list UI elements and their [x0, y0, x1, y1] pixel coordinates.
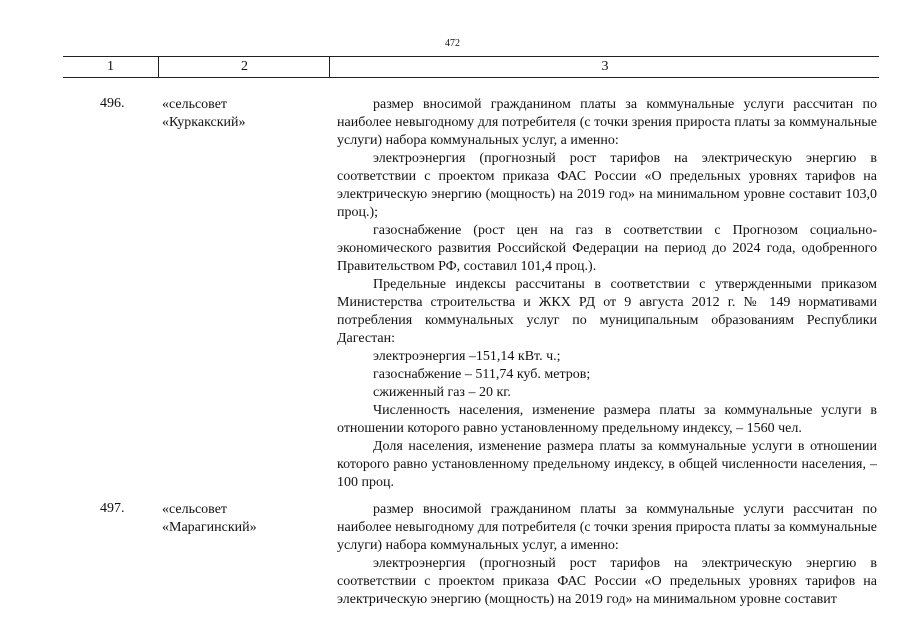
paragraph: Предельные индексы рассчитаны в соответствии с утвержденными приказом Министерства строительства и ЖКХ РД от 9 августа 2012 г. № 149 нормативами потребления коммунальных услуг по муниципальным образованиям Республики Дагестан: [337, 277, 877, 346]
entry-number: 497. [100, 501, 125, 516]
entry-name-line1: «сельсовет [162, 502, 228, 517]
paragraph: размер вносимой гражданином платы за коммунальные услуги рассчитан по наиболее невыгодному для потребителя (с точки зрения прироста платы за коммунальные услуги) набора коммунальных услуг, а именно: [337, 97, 877, 148]
paragraph: электроэнергия (прогнозный рост тарифов на электрическую энергию в соответствии с проектом приказа ФАС России «О предельных уровнях тарифов на электрическую энергию (мощность) на 2019 год» на минимальном уровне составит [337, 556, 877, 607]
paragraph: Доля населения, изменение размера платы за коммунальные услуги в отношении которого равно установленному предельному индексу, в общей численности населения, – 100 проц. [337, 439, 877, 490]
entry-name [162, 501, 257, 537]
table-header-row [63, 56, 879, 78]
header-col-2: 2 [158, 57, 330, 77]
paragraph: размер вносимой гражданином платы за коммунальные услуги рассчитан по наиболее невыгодному для потребителя (с точки зрения прироста платы за коммунальные услуги) набора коммунальных услуг, а именно: [337, 502, 877, 553]
entry-name [162, 96, 246, 132]
entry-name-line2: «Куркакский» [162, 115, 246, 130]
paragraph: газоснабжение – 511,74 куб. метров; [373, 367, 591, 382]
paragraph: Численность населения, изменение размера платы за коммунальные услуги в отношении которого равно установленному предельному индексу, – 1560 чел. [337, 403, 877, 436]
paragraph: электроэнергия –151,14 кВт. ч.; [373, 349, 561, 364]
header-col-1: 1 [107, 59, 114, 74]
entry-text [337, 501, 877, 609]
entry-number: 496. [100, 96, 125, 111]
header-col-3: 3 [329, 57, 880, 77]
entry-name-line1: «сельсовет [162, 97, 228, 112]
entry-text [337, 96, 877, 492]
paragraph: электроэнергия (прогнозный рост тарифов на электрическую энергию в соответствии с проектом приказа ФАС России «О предельных уровнях тарифов на электрическую энергию (мощность) на 2019 год» на минимальном уровне составит 103,0 проц.); [337, 151, 877, 220]
paragraph: сжиженный газ – 20 кг. [373, 385, 511, 400]
page-number: 472 [445, 38, 460, 49]
paragraph: газоснабжение (рост цен на газ в соответствии с Прогнозом социально-экономического развития Российской Федерации на период до 2024 года, одобренного Правительством РФ, составил 101,4 проц.). [337, 223, 877, 274]
entry-name-line2: «Марагинский» [162, 520, 257, 535]
